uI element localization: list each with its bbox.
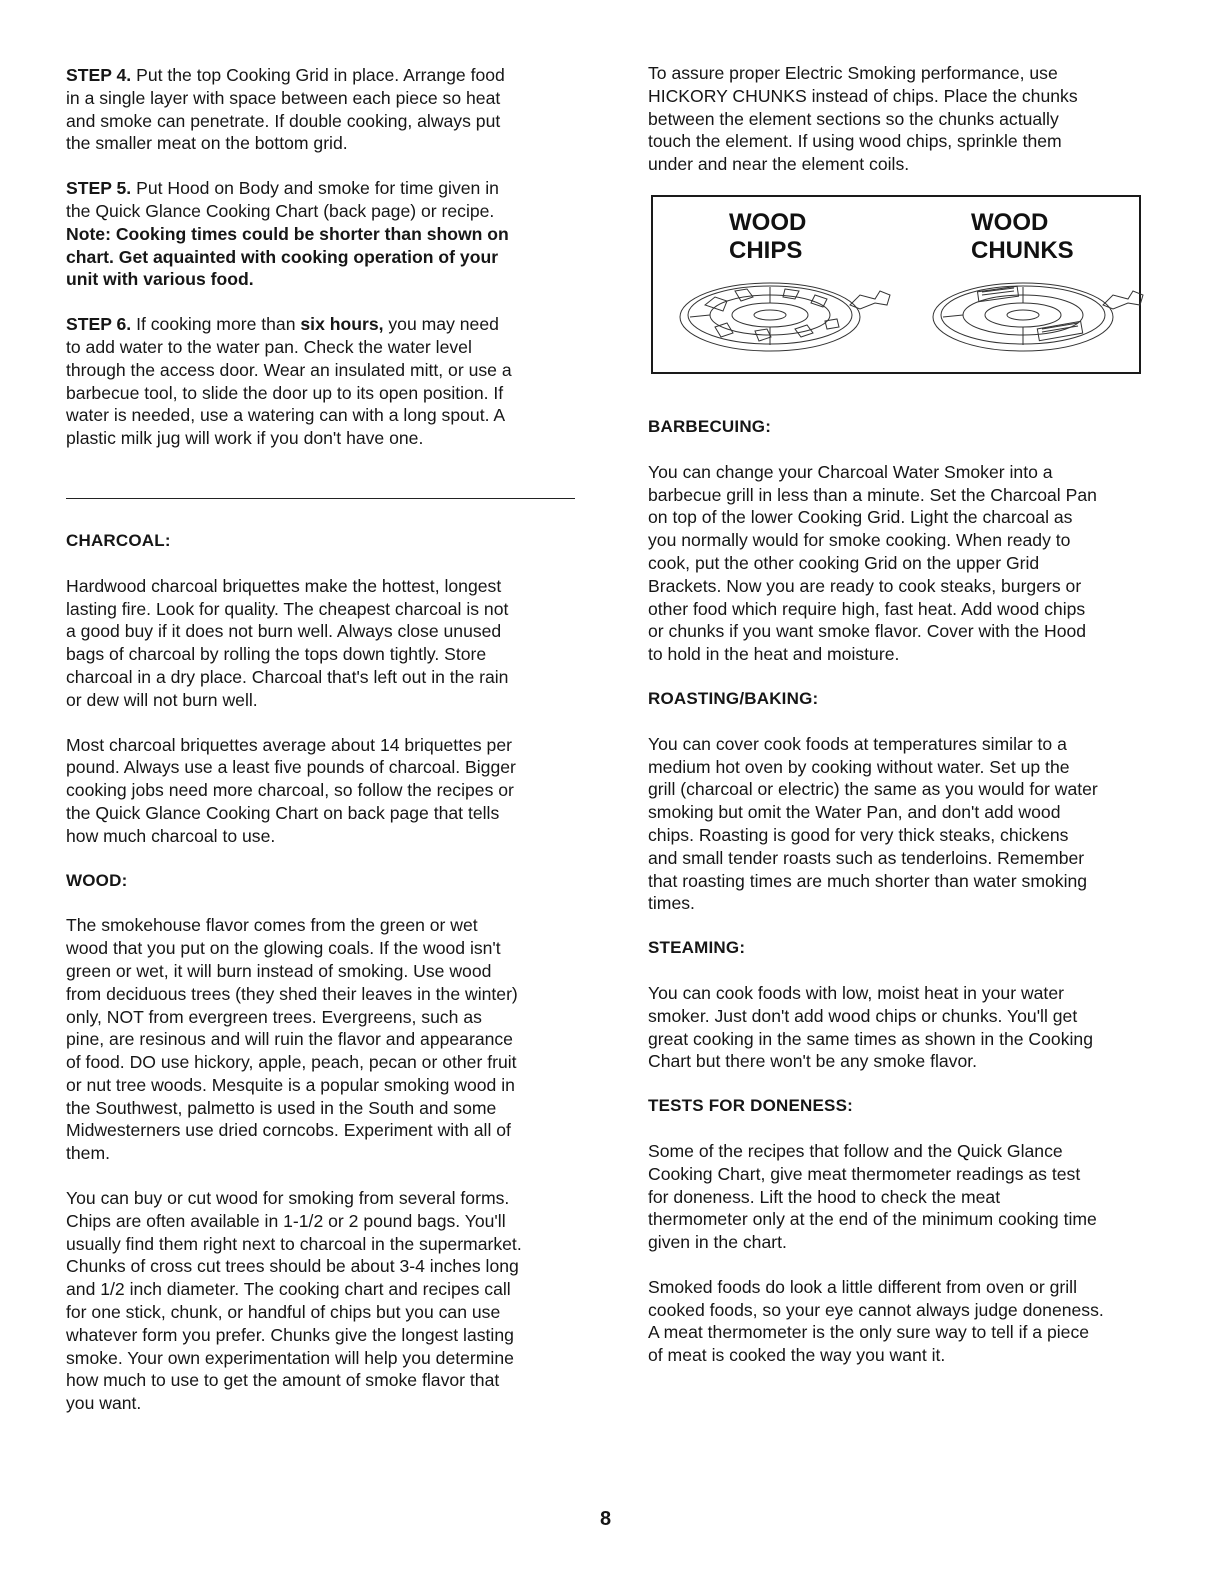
charcoal-paragraph-2: Most charcoal briquettes average about 14 briquettes per pound. Always use a least five pounds of charcoal. Bigger cooking jobs need more charcoal, so follow the recipes or the Quick Glance Cooking Chart on back page that tells how much charcoal to use.: [66, 734, 516, 846]
step-4-label: STEP 4.: [66, 65, 132, 85]
doneness-heading: TESTS FOR DONENESS:: [648, 1096, 853, 1116]
charcoal-heading: CHARCOAL:: [66, 530, 171, 550]
steaming-heading: STEAMING:: [648, 938, 746, 958]
barbecuing-paragraph: You can change your Charcoal Water Smoker into a barbecue grill in less than a minute. Set the Charcoal Pan on top of the lower Cooking Grid. Light the charcoal as you normally would for smoke cooking. When ready to cook, put the other cooking Grid on the upper Grid Brackets. Now you are ready to cook steaks, burgers or other food which require high, fast heat. Add wood chips or chunks if you want smoke flavor. Cover with the Hood to hold in the heat and moisture.: [648, 461, 1097, 665]
wood-paragraph-1: The smokehouse flavor comes from the green or wet wood that you put on the glowing coals. If the wood isn't green or wet, it will burn instead of smoking. Use wood from deciduous trees (they shed their leaves in the winter) only, NOT from evergreen trees. Evergreens, such as pine, are resinous and will ruin the flavor and appearance of food. DO use hickory, apple, peach, pecan or other fruit or nut tree woods. Mesquite is a popular smoking wood in the Southwest, palmetto is used in the South and some Midwesterners use dried corncobs. Experiment with all of them.: [66, 915, 518, 1164]
roasting-baking-heading: ROASTING/BAKING:: [648, 688, 819, 708]
wood-chips-vs-chunks-figure: [651, 195, 1141, 374]
doneness-paragraph-2: Smoked foods do look a little different from oven or grill cooked foods, so your eye cannot always judge doneness. A meat thermometer is the only sure way to tell if a piece of meat is cooked the way you want it.: [648, 1276, 1104, 1366]
step-6: STEP 6. If cooking more than six hours, you may need to add water to the water pan. Check the water level through the access door. Wear an insulated mitt, or use a barbecue tool, to slide the door up to its open position. If water is needed, use a watering can with a long spout. A plastic milk jug will work if you don't have one.: [66, 314, 512, 449]
heating-element-chunks-icon: [928, 275, 1148, 355]
doneness-paragraph-1: Some of the recipes that follow and the Quick Glance Cooking Chart, give meat thermometer readings as test for doneness. Lift the hood to check the meat thermometer only at the end of the minimum cooking time given in the chart.: [648, 1140, 1097, 1253]
roasting-baking-paragraph: You can cover cook foods at temperatures similar to a medium hot oven by cooking without water. Set up the grill (charcoal or electric) the same as you would for water smoking but omit the Water Pan, and don't add wood chips. Roasting is good for very thick steaks, chickens and small tender roasts such as tenderloins. Remember that roasting times are much shorter than water smoking times.: [648, 733, 1098, 914]
wood-paragraph-2: You can buy or cut wood for smoking from several forms. Chips are often available in 1-1/2 or 2 pound bags. You'll usually find them right next to charcoal in the supermarket. Chunks of cross cut trees should be about 3-4 inches long and 1/2 inch diameter. The cooking chart and recipes call for one stick, chunk, or handful of chips but you can use whatever form you prefer. Chunks give the longest lasting smoke. Your own experimentation will help you determine how much to use to get the amount of smoke flavor that you want.: [66, 1188, 522, 1414]
wood-chips-label: WOOD CHIPS: [729, 209, 807, 264]
wood-heading: WOOD:: [66, 870, 128, 890]
barbecuing-heading: BARBECUING:: [648, 416, 772, 436]
page-number: 8: [600, 1508, 612, 1530]
step-5: STEP 5. Put Hood on Body and smoke for time given in the Quick Glance Cooking Chart (back page) or recipe. Note: Cooking times could be shorter than shown on chart. Get aquainted with cooking operation of your unit with various food.: [66, 177, 586, 291]
section-divider: [66, 498, 575, 499]
wood-chunks-label: WOOD CHUNKS: [971, 209, 1074, 264]
charcoal-paragraph-1: Hardwood charcoal briquettes make the hottest, longest lasting fire. Look for quality. The cheapest charcoal is not a good buy if it does not burn well. Always close unused bags of charcoal by rolling the tops down tightly. Store charcoal in a dry place. Charcoal that's left out in the rain or dew will not burn well.: [66, 575, 509, 710]
electric-smoking-intro: To assure proper Electric Smoking performance, use HICKORY CHUNKS instead of chips. Place the chunks between the element sections so the chunks actually touch the element. If using wood chips, sprinkle them under and near the element coils.: [648, 63, 1078, 175]
steaming-paragraph: You can cook foods with low, moist heat in your water smoker. Just don't add wood chips or chunks. You'll get great cooking in the same times as shown in the Cooking Chart but there won't be any smoke flavor.: [648, 982, 1093, 1072]
step-5-note: Note: Cooking times could be shorter than shown on: [66, 223, 509, 244]
step-5-label: STEP 5.: [66, 178, 132, 199]
step-4: STEP 4. Put the top Cooking Grid in place. Arrange food in a single layer with space between each piece so heat and smoke can penetrate. If double cooking, always put the smaller meat on the bottom grid.: [66, 65, 505, 154]
step-6-label: STEP 6.: [66, 314, 132, 335]
left-column: [66, 64, 586, 1437]
heating-element-chips-icon: [675, 275, 895, 355]
